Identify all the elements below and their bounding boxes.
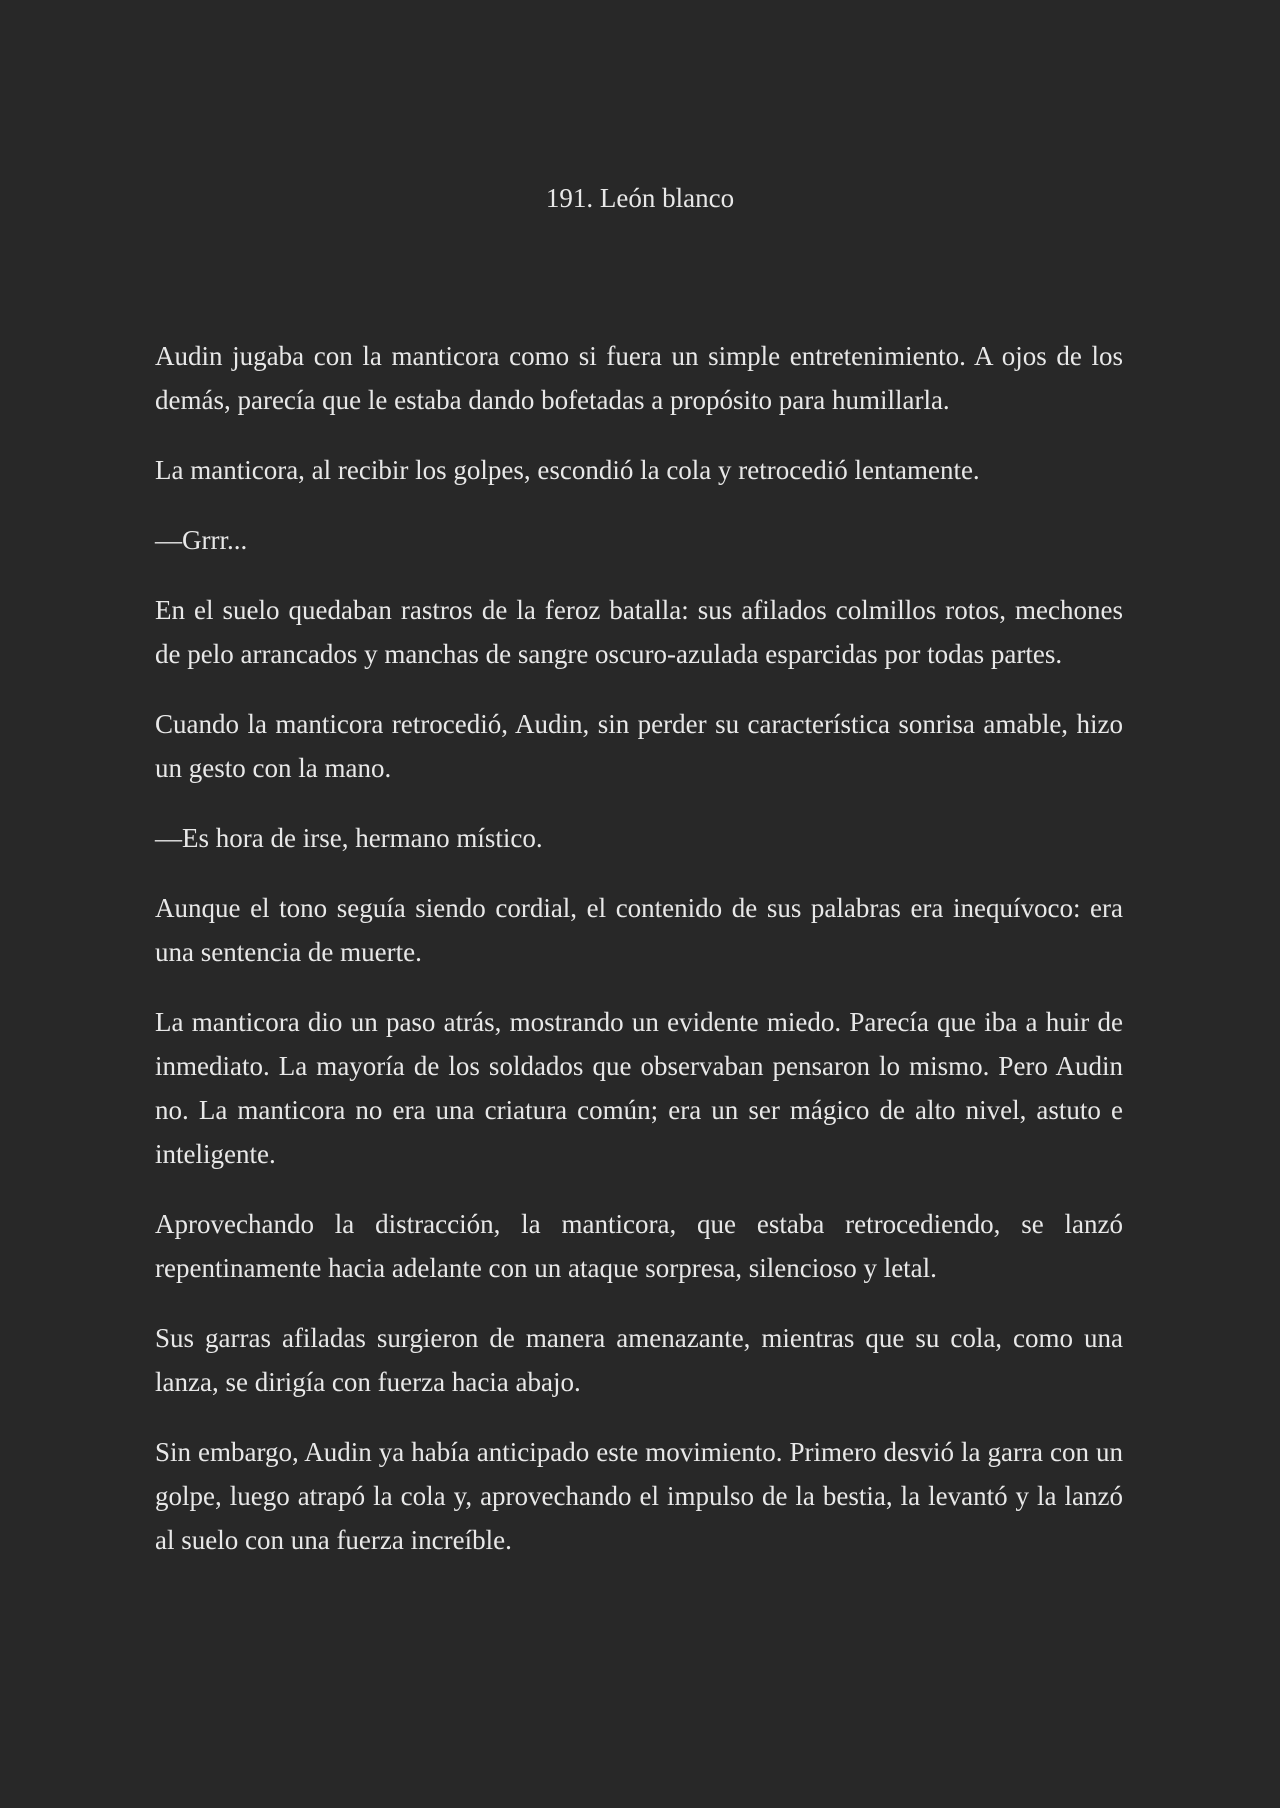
paragraph: Sus garras afiladas surgieron de manera amenazante, mientras que su cola, como una lanza, se dirigía con fuerza hacia abajo. [155,1323,1123,1397]
paragraph: Aunque el tono seguía siendo cordial, el contenido de sus palabras era inequívoco: era una sentencia de muerte. [155,893,1123,967]
chapter-body [155,334,1123,1588]
paragraph: En el suelo quedaban rastros de la feroz batalla: sus afilados colmillos rotos, mechones de pelo arrancados y manchas de sangre oscuro-azulada esparcidas por todas partes. [155,595,1123,669]
paragraph: —Es hora de irse, hermano místico. [155,823,543,853]
paragraph: La manticora dio un paso atrás, mostrando un evidente miedo. Parecía que iba a huir de inmediato. La mayoría de los soldados que observaban pensaron lo mismo. Pero Audin no. La manticora no era una criatura común; era un ser mágico de alto nivel, astuto e inteligente. [155,1007,1123,1169]
paragraph: Cuando la manticora retrocedió, Audin, sin perder su característica sonrisa amable, hizo un gesto con la mano. [155,709,1123,783]
paragraph: Sin embargo, Audin ya había anticipado este movimiento. Primero desvió la garra con un golpe, luego atrapó la cola y, aprovechando el impulso de la bestia, la levantó y la lanzó al suelo con una fuerza increíble. [155,1437,1123,1555]
paragraph: La manticora, al recibir los golpes, escondió la cola y retrocedió lentamente. [155,455,980,485]
paragraph: —Grrr... [155,525,248,555]
paragraph: Audin jugaba con la manticora como si fuera un simple entretenimiento. A ojos de los demás, parecía que le estaba dando bofetadas a propósito para humillarla. [155,341,1123,415]
chapter-title: 191. León blanco [545,183,735,213]
paragraph: Aprovechando la distracción, la manticora, que estaba retrocediendo, se lanzó repentinamente hacia adelante con un ataque sorpresa, silencioso y letal. [155,1209,1123,1283]
